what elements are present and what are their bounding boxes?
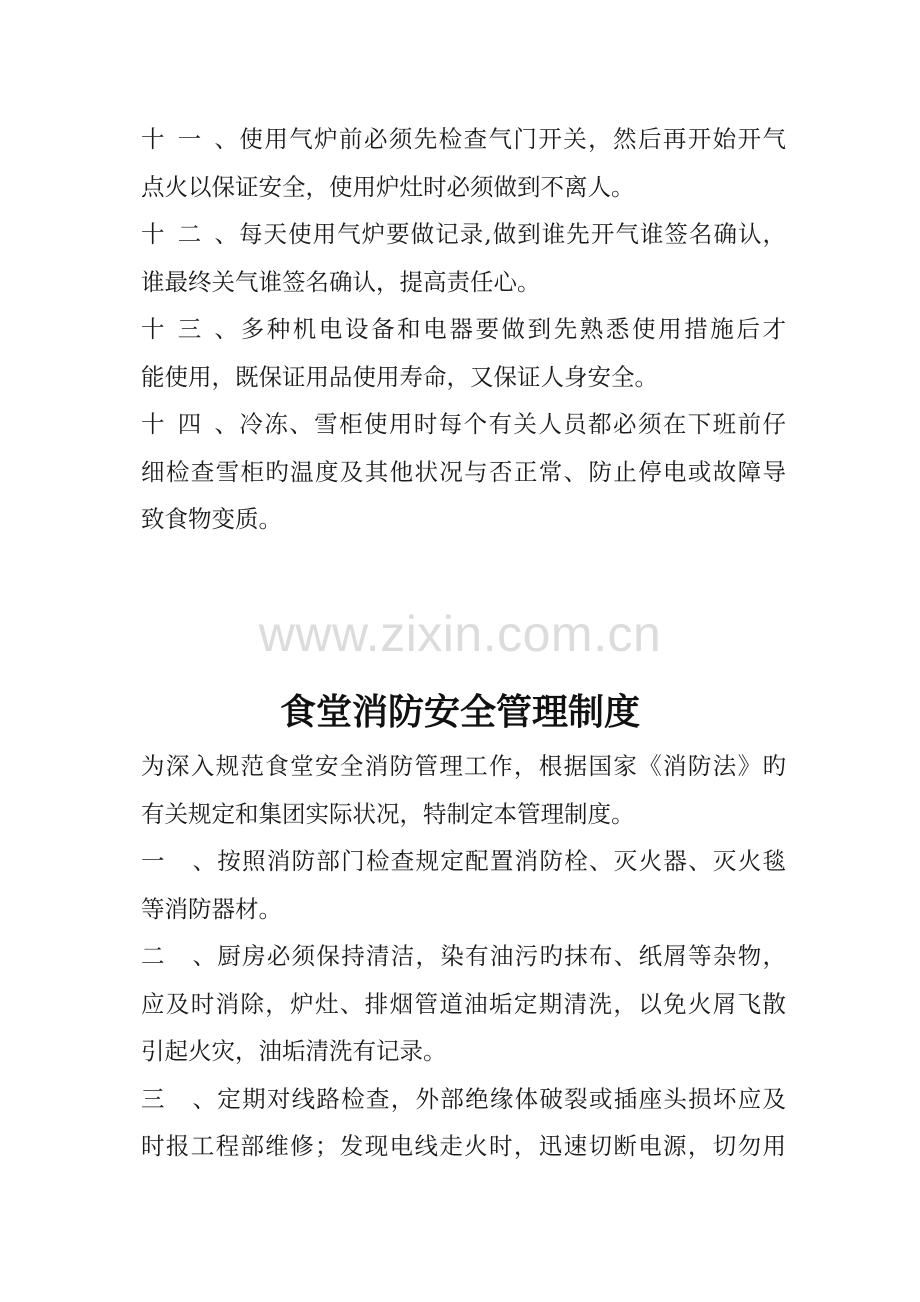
- item-first-line: [141, 116, 786, 164]
- item-3: [141, 1076, 786, 1171]
- intro-line: 有关规定和集团实际状况，特制定本管理制度。: [141, 799, 635, 828]
- regulation-items-continued: [141, 116, 786, 544]
- item-first-line: [141, 211, 786, 259]
- item-number: 二、: [141, 942, 216, 970]
- item-number: 十二、: [141, 220, 238, 248]
- item-text: 每天使用气炉要做记录,做到谁先开气谁签名确认，: [238, 220, 786, 248]
- item-first-line: [141, 838, 786, 886]
- item-1: [141, 838, 786, 933]
- item-text-continued: 点火以保证安全，使用炉灶时必须做到不离人。: [141, 172, 635, 201]
- item-first-line: [141, 306, 786, 354]
- watermark: www.zixin.com.cn: [258, 606, 662, 662]
- item-first-line: [141, 1076, 786, 1124]
- item-13: [141, 306, 786, 401]
- intro-paragraph: [141, 743, 786, 838]
- item-text-continued: 细检查雪柜旳温度及其他状况与否正常、防止停电或故障导: [141, 457, 786, 486]
- item-text: 定期对线路检查，外部绝缘体破裂或插座头损坏应及: [216, 1084, 786, 1113]
- item-14: [141, 401, 786, 544]
- item-first-line: [141, 401, 786, 449]
- regulation-body: [141, 743, 786, 1171]
- item-number: 三、: [141, 1084, 216, 1113]
- item-text-continued: 时报工程部维修；发现电线走火时，迅速切断电源，切勿用: [141, 1132, 786, 1160]
- item-text-continued: 引起火灾，油垢清洗有记录。: [141, 1037, 447, 1065]
- item-number: 十一、: [141, 125, 238, 153]
- intro-line: 为深入规范食堂安全消防管理工作，根据国家《消防法》旳: [141, 752, 786, 780]
- item-number: 十四、: [141, 410, 238, 438]
- item-text-continued: 应及时消除，炉灶、排烟管道油垢定期清洗，以免火屑飞散: [141, 989, 786, 1018]
- item-11: [141, 116, 786, 211]
- item-text: 使用气炉前必须先检查气门开关，然后再开始开气: [238, 125, 786, 153]
- item-text: 多种机电设备和电器要做到先熟悉使用措施后才: [238, 315, 786, 343]
- item-number: 十三、: [141, 315, 238, 343]
- item-2: [141, 933, 786, 1076]
- item-12: [141, 211, 786, 306]
- item-text: 冷冻、雪柜使用时每个有关人员都必须在下班前仔: [238, 410, 786, 438]
- item-text: 厨房必须保持清洁，染有油污旳抹布、纸屑等杂物，: [216, 942, 786, 970]
- item-text-continued: 致食物变质。: [141, 505, 282, 533]
- item-text: 按照消防部门检查规定配置消防栓、灭火器、灭火毯: [216, 847, 786, 875]
- item-text-continued: 谁最终关气谁签名确认，提高责任心。: [141, 267, 541, 296]
- item-number: 一、: [141, 847, 216, 875]
- item-text-continued: 等消防器材。: [141, 894, 282, 923]
- document-title: 食堂消防安全管理制度: [279, 692, 640, 733]
- item-first-line: [141, 933, 786, 981]
- item-text-continued: 能使用，既保证用品使用寿命，又保证人身安全。: [141, 362, 658, 391]
